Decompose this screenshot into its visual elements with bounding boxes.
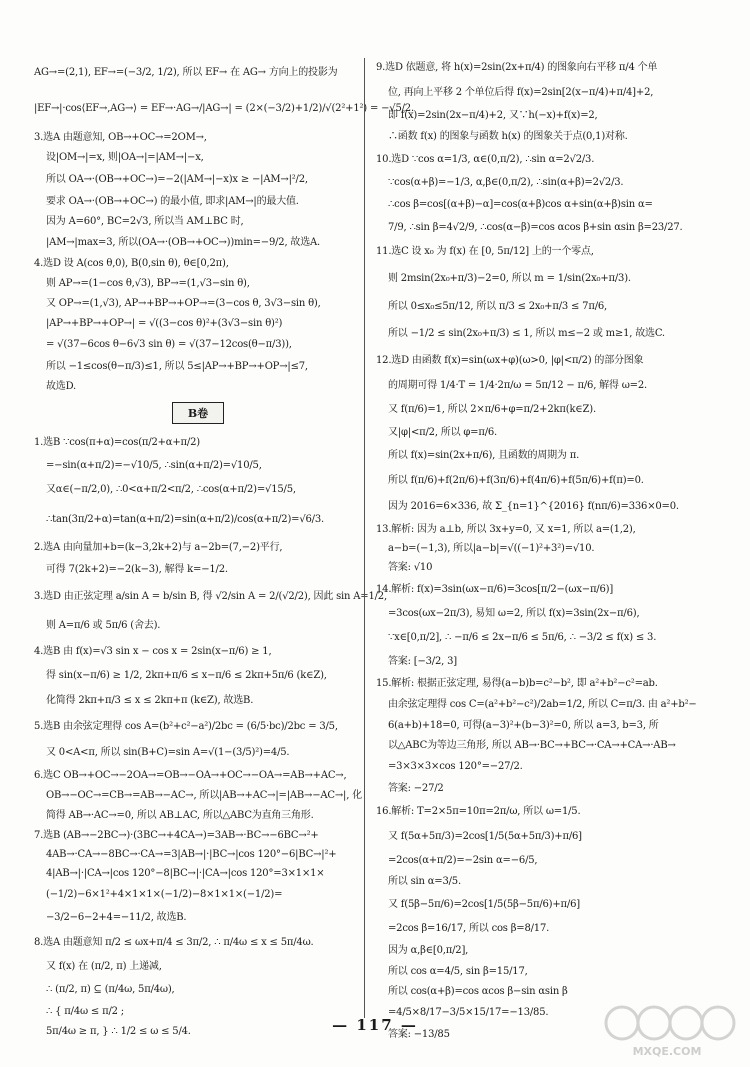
solution-line: 4.选D 设 A(cos θ,0), B(0,sin θ), θ∈[0,2π),: [34, 258, 229, 269]
solution-line: ∴tan(3π/2+α)=tan(α+π/2)=sin(α+π/2)/cos(α+π/2)=√6/3.: [46, 514, 324, 525]
page-number: — 117 —: [332, 1016, 418, 1034]
solution-line: 可得 7(2k+2)=−2(k−3), 解得 k=−1/2.: [46, 564, 228, 575]
solution-line: =4/5×8/17−3/5×15/17=−13/85.: [388, 1007, 549, 1018]
solution-line: 14.解析: f(x)=3sin(ωx−π/6)=3cos[π/2−(ωx−π/6)]: [376, 584, 614, 595]
section-b-label: B卷: [172, 402, 224, 424]
solution-line: 又 0<A<π, 所以 sin(B+C)=sin A=√(1−(3/5)²)=4/5.: [46, 747, 290, 758]
solution-line: 7.选B (AB→−2BC→)·(3BC→+4CA→)=3AB→·BC→−6BC→²+: [34, 830, 319, 841]
solution-line: 2.选A 由向量加+b=(k−3,2k+2)与 a−2b=(7,−2)平行,: [34, 542, 283, 553]
solution-line: OB→−OC→=CB→=AB→−AC→, 所以|AB→+AC→|=|AB→−AC→|, 化: [46, 790, 362, 801]
solution-line: =3cos(ωx−2π/3), 易知 ω=2, 所以 f(x)=3sin(2x−π/6),: [388, 608, 640, 619]
solution-line: 所以 0≤x₀≤5π/12, 所以 π/3 ≤ 2x₀+π/3 ≤ 7π/6,: [388, 301, 608, 312]
watermark-badge-icon: [606, 1007, 734, 1039]
solution-line: 所以 −1≤cos(θ−π/3)≤1, 所以 5≤|AP→+BP→+OP→|≤7,: [46, 361, 308, 372]
solution-line: 10.选D ∵cos α=1/3, α∈(0,π/2), ∴sin α=2√2/3.: [376, 154, 595, 165]
solution-line: 6.选C OB→+OC→−2OA→=OB→−OA→+OC→−OA→=AB→+AC→,: [34, 770, 347, 781]
solution-line: ∴ (π/2, π) ⊆ (π/4ω, 5π/4ω),: [46, 984, 175, 995]
solution-line: 因为 A=60°, BC=2√3, 所以当 AM⊥BC 时,: [46, 216, 244, 227]
solution-line: 故选D.: [46, 381, 77, 392]
solution-line: a−b=(−1,3), 所以|a−b|=√((−1)²+3²)=√10.: [388, 543, 595, 554]
solution-line: 11.选C 设 x₀ 为 f(x) 在 [0, 5π/12] 上的一个零点,: [376, 246, 594, 257]
solution-line: ∴cos β=cos[(α+β)−α]=cos(α+β)cos α+sin(α+β)sin α=: [388, 199, 653, 210]
solution-line: 则 A=π/6 或 5π/6 (舍去).: [46, 620, 161, 631]
right-column: [376, 56, 704, 1040]
solution-line: 所以 OA→·(OB→+OC→)=−2(|AM→|−x)x ≥ −|AM→|²/2,: [46, 174, 308, 185]
solution-line: 所以 −1/2 ≤ sin(2x₀+π/3) ≤ 1, 所以 m≤−2 或 m≥1, 故选C.: [388, 328, 665, 339]
column-divider: [364, 58, 365, 1018]
solution-line: 16.解析: T=2×5π=10π=2π/ω, 所以 ω=1/5.: [376, 806, 581, 817]
solution-line: 5.选B 由余弦定理得 cos A=(b²+c²−a²)/2bc = (6/5·bc)/2bc = 3/5,: [34, 721, 338, 732]
solution-line: 1.选B ∵cos(π+α)=cos(π/2+α+π/2): [34, 437, 200, 448]
solution-line: 所以 f(π/6)+f(2π/6)+f(3π/6)+f(4π/6)+f(5π/6)+f(π)=0.: [388, 475, 644, 486]
solution-line: 3.选D 由正弦定理 a/sin A = b/sin B, 得 √2/sin A = 2/(√2/2), 因此 sin A=1/2,: [34, 591, 387, 602]
solution-line: ∴ { π/4ω ≤ π/2 ;: [46, 1006, 124, 1017]
solution-line: 4|AB→|·|CA→|cos 120°−8|BC→|·|CA→|cos 120°=3×1×1×: [46, 868, 325, 879]
solution-line: =3×3×3×cos 120°=−27/2.: [388, 761, 523, 772]
solution-line: 又 f(π/6)=1, 所以 2×π/6+φ=π/2+2kπ(k∈Z).: [388, 404, 596, 415]
solution-line: ∵cos(α+β)=−1/3, α,β∈(0,π/2), ∴sin(α+β)=2√2/3.: [388, 177, 624, 188]
solution-line: 得 sin(x−π/6) ≥ 1/2, 2kπ+π/6 ≤ x−π/6 ≤ 2kπ+5π/6 (k∈Z),: [46, 670, 327, 681]
solution-line: 又 f(5β−5π/6)=2cos[1/5(5β−5π/6)+π/6]: [388, 899, 580, 910]
solution-line: ∵x∈[0,π/2], ∴ −π/6 ≤ 2x−π/6 ≤ 5π/6, ∴ −3/2 ≤ f(x) ≤ 3.: [388, 632, 657, 643]
solution-line: 因为 2016=6×336, 故 Σ_{n=1}^{2016} f(nπ/6)=336×0=0.: [388, 501, 679, 512]
solution-line: −3/2−6−2+4=−11/2, 故选B.: [46, 912, 187, 923]
solution-line: (−1/2)−6×1²+4×1×1×(−1/2)−8×1×1×(−1/2)=: [46, 889, 283, 900]
solution-line: 所以 sin α=3/5.: [388, 876, 461, 887]
solution-line: 则 2msin(2x₀+π/3)−2=0, 所以 m = 1/sin(2x₀+π/3).: [388, 273, 631, 284]
solution-line: =2cos(α+π/2)=−2sin α=−6/5,: [388, 855, 538, 866]
watermark-url: MXQE.COM: [632, 1045, 702, 1058]
solution-line: 9.选D 依题意, 将 h(x)=2sin(2x+π/4) 的图象向右平移 π/4 个单: [376, 62, 658, 73]
solution-line: 4AB→·CA→−8BC→·CA→=3|AB→|·|BC→|cos 120°−6|BC→|²+: [46, 849, 337, 860]
solution-line: 化简得 2kπ+π/3 ≤ x ≤ 2kπ+π (k∈Z), 故选B.: [46, 695, 254, 706]
solution-line: 5π/4ω ≥ π, } ∴ 1/2 ≤ ω ≤ 5/4.: [46, 1026, 191, 1037]
solution-line: 又 f(5α+5π/3)=2cos[1/5(5α+5π/3)+π/6]: [388, 831, 582, 842]
solution-line: = √(37−6cos θ−6√3 sin θ) = √(37−12cos(θ−π/3)),: [46, 339, 292, 350]
solution-line: 7/9, ∴sin β=4√2/9, ∴cos(α−β)=cos αcos β+sin αsin β=23/27.: [388, 222, 683, 233]
solution-line: |EF→|·cos⟨EF→,AG→⟩ = EF→·AG→/|AG→| = (2×(−3/2)+1/2)/√(2²+1²) = −√5/2.: [34, 103, 414, 114]
solution-line: 6(a+b)+18=0, 可得(a−3)²+(b−3)²=0, 所以 a=3, b=3, 所: [388, 720, 659, 731]
solution-line: 的周期可得 1/4·T = 1/4·2π/ω = 5π/12 − π/6, 解得 ω=2.: [388, 380, 648, 391]
solution-line: 则 AP→=(1−cos θ,√3), BP→=(1,√3−sin θ),: [46, 278, 250, 289]
solution-line: 8.选A 由题意知 π/2 ≤ ωx+π/4 ≤ 3π/2, ∴ π/4ω ≤ x ≤ 5π/4ω.: [34, 937, 314, 948]
solution-line: 又 f(x) 在 (π/2, π) 上递减,: [46, 961, 162, 972]
left-top-solutions: [34, 56, 414, 396]
solution-line: 要求 OA→·(OB→+OC→) 的最小值, 即求|AM→|的最大值.: [46, 196, 299, 207]
solution-line: 12.选D 由函数 f(x)=sin(ωx+φ)(ω>0, |φ|<π/2) 的部分图象: [376, 355, 644, 366]
solution-line: 简得 AB→·AC→=0, 所以 AB⊥AC, 所以△ABC为直角三角形.: [46, 810, 314, 821]
solution-line: =−sin(α+π/2)=−√10/5, ∴sin(α+π/2)=√10/5,: [46, 460, 262, 471]
solution-line: 又 OP→=(1,√3), AP→+BP→+OP→=(3−cos θ, 3√3−sin θ),: [46, 298, 321, 309]
solution-line: 又α∈(−π/2,0), ∴0<α+π/2<π/2, ∴cos(α+π/2)=√15/5,: [46, 484, 296, 495]
solution-line: 13.解析: 因为 a⊥b, 所以 3x+y=0, 又 x=1, 所以 a=(1,2),: [376, 524, 636, 535]
answer-line: 答案: √10: [388, 562, 433, 573]
answer-line: 答案: −13/85: [388, 1029, 450, 1040]
solution-line: 所以 f(x)=sin(2x+π/6), 且函数的周期为 π.: [388, 450, 580, 461]
solution-line: 设|OM→|=x, 则|OA→|=|AM→|−x,: [46, 152, 204, 163]
solution-line: 3.选A 由题意知, OB→+OC→=2OM→,: [34, 132, 207, 143]
solution-line: 以△ABC为等边三角形, 所以 AB→·BC→+BC→·CA→+CA→·AB→: [388, 740, 676, 751]
solution-line: 所以 cos α=4/5, sin β=15/17,: [388, 966, 528, 977]
solution-line: =2cos β=16/17, 所以 cos β=8/17.: [388, 923, 550, 934]
solution-line: AG→=(2,1), EF→=(−3/2, 1/2), 所以 EF→ 在 AG→ 方向上的投影为: [34, 67, 338, 78]
watermark-logo: [592, 1001, 742, 1059]
solution-line: 4.选B 由 f(x)=√3 sin x − cos x = 2sin(x−π/6) ≥ 1,: [34, 646, 272, 657]
solution-line: 由余弦定理得 cos C=(a²+b²−c²)/2ab=1/2, 所以 C=π/3. 由 a²+b²−: [388, 699, 697, 710]
solution-line: 15.解析: 根据正弦定理, 易得(a−b)b=c²−b², 即 a²+b²−c²=ab.: [376, 678, 658, 689]
solution-line: 又|φ|<π/2, 所以 φ=π/6.: [388, 427, 498, 438]
answer-line: 答案: −27/2: [388, 783, 444, 794]
answer-line: 答案: [−3/2, 3]: [388, 656, 457, 667]
solution-line: 位, 再向上平移 2 个单位后得 f(x)=2sin[2(x−π/4)+π/4]+2,: [388, 87, 654, 98]
solution-line: |AM→|max=3, 所以(OA→·(OB→+OC→))min=−9/2, 故选A.: [46, 237, 321, 248]
solution-line: ∴函数 f(x) 的图象与函数 h(x) 的图象关于点(0,1)对称.: [388, 131, 628, 142]
solution-line: 因为 α,β∈[0,π/2],: [388, 945, 469, 956]
solution-line: |AP→+BP→+OP→| = √((3−cos θ)²+(3√3−sin θ)²): [46, 318, 283, 329]
solution-line: 即 f(x)=2sin(2x−π/4)+2, 又∵h(−x)+f(x)=2,: [388, 110, 598, 121]
solution-line: 所以 cos(α+β)=cos αcos β−sin αsin β: [388, 986, 568, 997]
